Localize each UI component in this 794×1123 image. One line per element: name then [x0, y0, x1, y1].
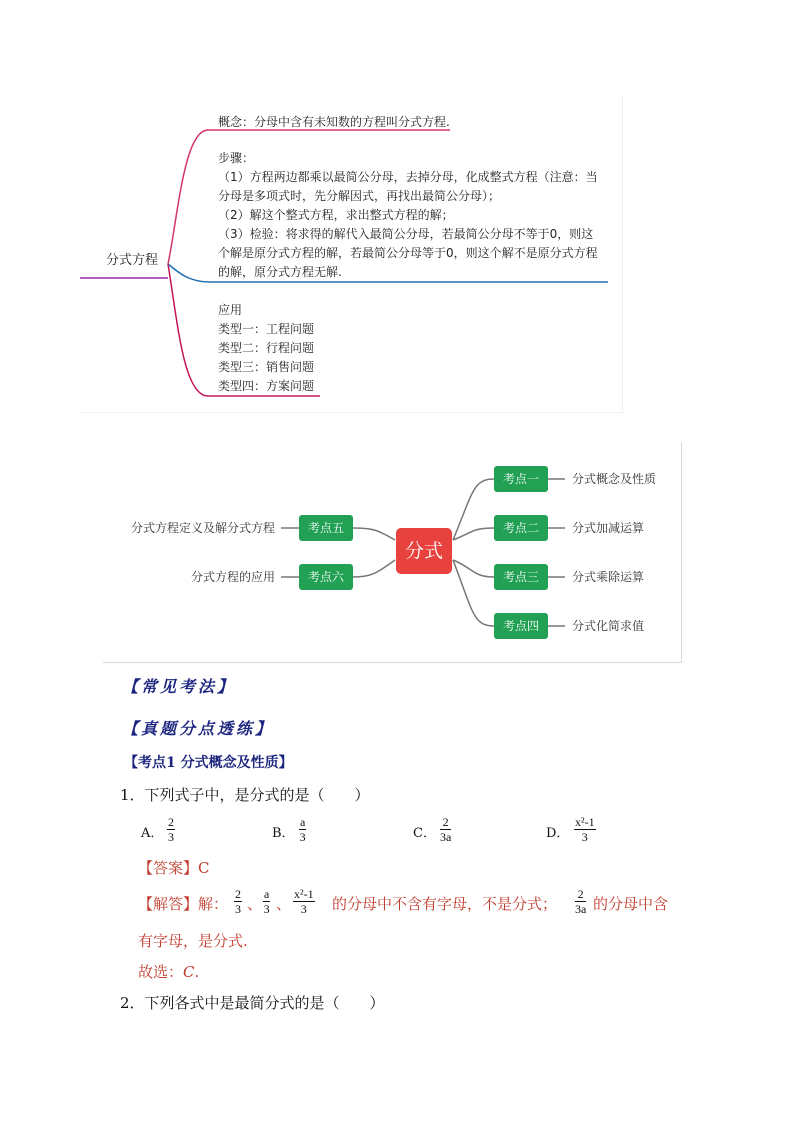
- explain-mid: 的分母中不含有字母，不是分式；: [332, 895, 558, 913]
- step-line: （2）解这个整式方程，求出整式方程的解；: [218, 208, 454, 222]
- option-a-letter: A．: [141, 826, 164, 841]
- explain-tail: 的分母中含: [593, 895, 669, 913]
- section-common: 【常见考法】: [122, 677, 237, 696]
- explain-sep-2: 、: [276, 895, 292, 913]
- answer-line: [138, 857, 210, 878]
- explain-fraction-3: $\frac{\text{x²-1}}{3}$: [294, 887, 314, 916]
- concept-text: 概念：分母中含有未知数的方程叫分式方程.: [218, 115, 450, 129]
- root-label: 分式方程: [106, 253, 159, 268]
- label-kaodian1: 分式概念及性质: [572, 472, 657, 486]
- app-item: 类型四：方案问题: [218, 379, 315, 393]
- explain-fraction-1: $\frac{2}{3}$: [235, 887, 241, 916]
- answer-tag: 【答案】: [138, 859, 199, 877]
- app-item: 类型三：销售问题: [218, 360, 315, 374]
- option-a-fraction: $\frac{2}{3}$: [168, 815, 174, 844]
- node-kaodian1: 考点一: [494, 466, 548, 492]
- node-kaodian2: 考点二: [494, 515, 548, 541]
- step-line: 分母是多项式时，先分解因式，再找出最简公分母）；: [218, 189, 501, 203]
- label-kaodian5: 分式方程定义及解分式方程: [130, 521, 275, 535]
- step-line: 个解是原分式方程的解，若最简公分母等于0，则这个解不是原分式方程: [218, 246, 598, 260]
- step-line: 的解，原分式方程无解.: [218, 265, 342, 279]
- option-d-letter: D．: [546, 826, 570, 841]
- mindmap-fraction: [103, 442, 682, 663]
- node-kaodian4: 考点四: [494, 613, 548, 639]
- section-practice: 【真题分点透练】: [122, 719, 275, 738]
- app-item: 类型一：工程问题: [218, 322, 315, 336]
- conclusion-answer: C: [183, 963, 195, 981]
- explain-line2: 有字母，是分式.: [138, 932, 248, 950]
- label-kaodian4: 分式化简求值: [572, 619, 645, 633]
- option-b-fraction: $\frac{a}{3}$: [299, 815, 306, 844]
- explain-sep-1: 、: [247, 895, 263, 913]
- node-kaodian5: 考点五: [299, 515, 353, 541]
- step-line: （3）检验：将求得的解代入最简公分母，若最简公分母不等于0，则这: [218, 227, 594, 241]
- node-kaodian6: 考点六: [299, 564, 353, 590]
- label-kaodian2: 分式加减运算: [572, 521, 645, 535]
- question-1-stem: 1．下列式子中，是分式的是（ ）: [120, 786, 370, 804]
- mindmap-equation: [80, 96, 623, 413]
- explain-fraction-4: $\frac{2}{3a}$: [575, 887, 587, 916]
- option-c-letter: C．: [413, 826, 436, 841]
- app-item: 类型二：行程问题: [218, 341, 315, 355]
- conclusion: 故选：C.: [138, 963, 200, 981]
- label-kaodian6: 分式方程的应用: [190, 570, 275, 584]
- steps-title: 步骤：: [218, 151, 255, 165]
- step-line: （1）方程两边都乘以最简公分母，去掉分母，化成整式方程（注意：当: [218, 170, 598, 184]
- label-kaodian3: 分式乘除运算: [572, 570, 645, 584]
- option-c-fraction: $\frac{2}{3a}$: [440, 815, 452, 844]
- section-kaodian1: 【考点1 分式概念及性质】: [124, 755, 293, 771]
- apps-title: 应用: [218, 303, 243, 317]
- answer-value: C: [198, 859, 210, 877]
- center-node: 分式: [396, 528, 452, 574]
- explain-tag: 【解答】解：: [138, 895, 229, 913]
- node-kaodian3: 考点三: [494, 564, 548, 590]
- option-b-letter: B．: [272, 826, 295, 841]
- explain-fraction-2: $\frac{a}{3}$: [263, 887, 270, 916]
- question-2-stem: 2．下列各式中是最简分式的是（ ）: [120, 994, 385, 1012]
- option-d-fraction: $\frac{\text{x²-1}}{3}$: [575, 815, 595, 844]
